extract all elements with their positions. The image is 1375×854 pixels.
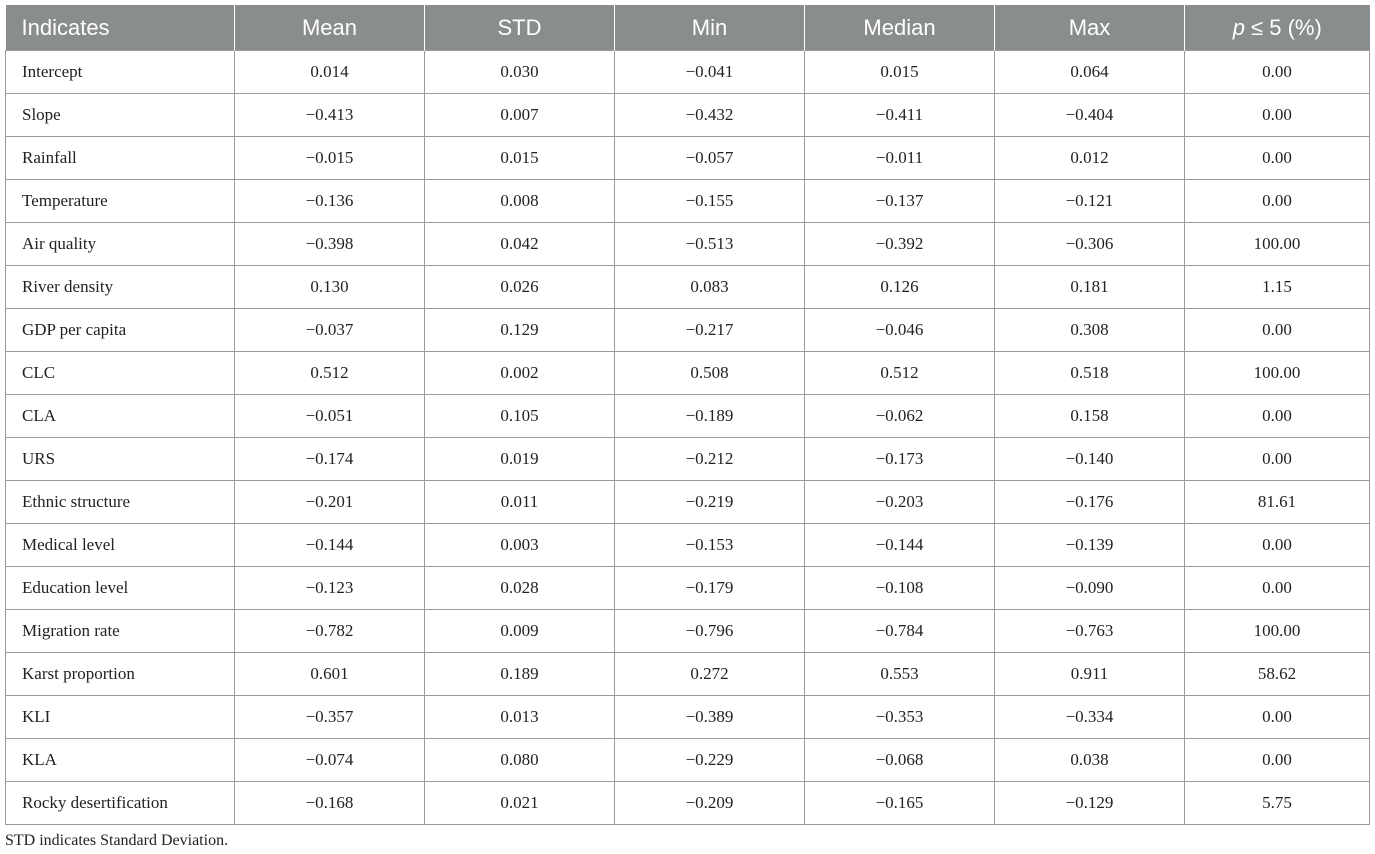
statistics-table-container	[5, 5, 1369, 825]
header-p-value	[1185, 5, 1370, 51]
header-row	[6, 5, 1370, 51]
cell-mean: 0.512	[235, 352, 425, 395]
cell-indicator: Slope	[6, 94, 235, 137]
cell-mean: −0.357	[235, 696, 425, 739]
cell-p-percent: 5.75	[1185, 782, 1370, 825]
cell-std: 0.008	[425, 180, 615, 223]
cell-mean: 0.014	[235, 51, 425, 94]
cell-min: −0.041	[615, 51, 805, 94]
cell-max: 0.012	[995, 137, 1185, 180]
cell-indicator: URS	[6, 438, 235, 481]
table-row	[6, 223, 1370, 266]
cell-p-percent: 0.00	[1185, 51, 1370, 94]
cell-mean: −0.051	[235, 395, 425, 438]
cell-mean: 0.130	[235, 266, 425, 309]
table-row	[6, 696, 1370, 739]
cell-std: 0.026	[425, 266, 615, 309]
table-row	[6, 395, 1370, 438]
table-row	[6, 352, 1370, 395]
table-row	[6, 266, 1370, 309]
cell-indicator: CLC	[6, 352, 235, 395]
cell-mean: −0.413	[235, 94, 425, 137]
cell-indicator: Ethnic structure	[6, 481, 235, 524]
cell-median: −0.046	[805, 309, 995, 352]
cell-max: −0.306	[995, 223, 1185, 266]
statistics-table	[5, 5, 1370, 825]
cell-mean: −0.201	[235, 481, 425, 524]
cell-max: 0.158	[995, 395, 1185, 438]
cell-median: −0.137	[805, 180, 995, 223]
cell-std: 0.013	[425, 696, 615, 739]
cell-min: −0.229	[615, 739, 805, 782]
table-row	[6, 438, 1370, 481]
cell-std: 0.011	[425, 481, 615, 524]
cell-std: 0.019	[425, 438, 615, 481]
cell-p-percent: 0.00	[1185, 438, 1370, 481]
cell-median: −0.068	[805, 739, 995, 782]
cell-indicator: Education level	[6, 567, 235, 610]
cell-indicator: Medical level	[6, 524, 235, 567]
header-std: STD	[425, 5, 615, 51]
cell-min: −0.209	[615, 782, 805, 825]
cell-max: 0.911	[995, 653, 1185, 696]
cell-std: 0.003	[425, 524, 615, 567]
cell-min: 0.508	[615, 352, 805, 395]
cell-indicator: KLI	[6, 696, 235, 739]
table-row	[6, 782, 1370, 825]
table-row	[6, 567, 1370, 610]
cell-median: −0.108	[805, 567, 995, 610]
cell-mean: 0.601	[235, 653, 425, 696]
cell-std: 0.002	[425, 352, 615, 395]
cell-min: −0.389	[615, 696, 805, 739]
cell-p-percent: 81.61	[1185, 481, 1370, 524]
cell-std: 0.042	[425, 223, 615, 266]
cell-mean: −0.168	[235, 782, 425, 825]
table-row	[6, 739, 1370, 782]
cell-min: 0.272	[615, 653, 805, 696]
cell-median: −0.203	[805, 481, 995, 524]
cell-p-percent: 0.00	[1185, 395, 1370, 438]
cell-min: −0.796	[615, 610, 805, 653]
cell-min: −0.513	[615, 223, 805, 266]
table-row	[6, 180, 1370, 223]
cell-std: 0.030	[425, 51, 615, 94]
cell-p-percent: 0.00	[1185, 94, 1370, 137]
table-row	[6, 524, 1370, 567]
cell-std: 0.028	[425, 567, 615, 610]
header-p-symbol: p	[1232, 14, 1245, 40]
cell-std: 0.021	[425, 782, 615, 825]
cell-std: 0.015	[425, 137, 615, 180]
header-max: Max	[995, 5, 1185, 51]
cell-indicator: River density	[6, 266, 235, 309]
cell-min: −0.153	[615, 524, 805, 567]
cell-median: −0.173	[805, 438, 995, 481]
cell-median: −0.011	[805, 137, 995, 180]
cell-indicator: Migration rate	[6, 610, 235, 653]
cell-max: 0.064	[995, 51, 1185, 94]
cell-max: −0.090	[995, 567, 1185, 610]
table-row	[6, 51, 1370, 94]
cell-min: −0.155	[615, 180, 805, 223]
cell-mean: −0.015	[235, 137, 425, 180]
cell-std: 0.009	[425, 610, 615, 653]
cell-min: −0.212	[615, 438, 805, 481]
header-indicates: Indicates	[6, 5, 235, 51]
cell-max: −0.140	[995, 438, 1185, 481]
cell-max: −0.129	[995, 782, 1185, 825]
cell-mean: −0.136	[235, 180, 425, 223]
cell-min: −0.217	[615, 309, 805, 352]
cell-std: 0.105	[425, 395, 615, 438]
cell-median: −0.411	[805, 94, 995, 137]
cell-max: −0.334	[995, 696, 1185, 739]
cell-median: −0.144	[805, 524, 995, 567]
cell-median: 0.126	[805, 266, 995, 309]
table-row	[6, 653, 1370, 696]
cell-p-percent: 0.00	[1185, 696, 1370, 739]
table-row	[6, 137, 1370, 180]
cell-mean: −0.037	[235, 309, 425, 352]
cell-indicator: Karst proportion	[6, 653, 235, 696]
cell-max: 0.181	[995, 266, 1185, 309]
cell-mean: −0.174	[235, 438, 425, 481]
cell-median: −0.062	[805, 395, 995, 438]
cell-indicator: Temperature	[6, 180, 235, 223]
table-row	[6, 94, 1370, 137]
cell-p-percent: 100.00	[1185, 610, 1370, 653]
cell-std: 0.007	[425, 94, 615, 137]
cell-mean: −0.398	[235, 223, 425, 266]
cell-mean: −0.782	[235, 610, 425, 653]
cell-max: −0.404	[995, 94, 1185, 137]
cell-median: 0.015	[805, 51, 995, 94]
table-row	[6, 610, 1370, 653]
cell-indicator: Rocky desertification	[6, 782, 235, 825]
table-body	[6, 51, 1370, 825]
cell-median: 0.553	[805, 653, 995, 696]
cell-min: −0.179	[615, 567, 805, 610]
cell-max: −0.121	[995, 180, 1185, 223]
cell-max: −0.139	[995, 524, 1185, 567]
cell-indicator: KLA	[6, 739, 235, 782]
cell-p-percent: 0.00	[1185, 524, 1370, 567]
cell-max: 0.308	[995, 309, 1185, 352]
cell-p-percent: 100.00	[1185, 352, 1370, 395]
cell-max: −0.176	[995, 481, 1185, 524]
cell-indicator: Intercept	[6, 51, 235, 94]
cell-indicator: Air quality	[6, 223, 235, 266]
cell-min: −0.189	[615, 395, 805, 438]
header-min: Min	[615, 5, 805, 51]
cell-p-percent: 1.15	[1185, 266, 1370, 309]
cell-mean: −0.144	[235, 524, 425, 567]
cell-std: 0.080	[425, 739, 615, 782]
cell-mean: −0.123	[235, 567, 425, 610]
cell-median: −0.392	[805, 223, 995, 266]
cell-min: −0.057	[615, 137, 805, 180]
cell-median: −0.165	[805, 782, 995, 825]
header-median: Median	[805, 5, 995, 51]
cell-median: −0.784	[805, 610, 995, 653]
cell-min: −0.219	[615, 481, 805, 524]
cell-p-percent: 0.00	[1185, 180, 1370, 223]
cell-median: −0.353	[805, 696, 995, 739]
cell-min: 0.083	[615, 266, 805, 309]
table-footnote: STD indicates Standard Deviation.	[5, 832, 229, 849]
cell-indicator: CLA	[6, 395, 235, 438]
cell-max: −0.763	[995, 610, 1185, 653]
cell-min: −0.432	[615, 94, 805, 137]
cell-indicator: Rainfall	[6, 137, 235, 180]
cell-max: 0.038	[995, 739, 1185, 782]
cell-p-percent: 0.00	[1185, 137, 1370, 180]
cell-p-percent: 58.62	[1185, 653, 1370, 696]
cell-std: 0.189	[425, 653, 615, 696]
cell-p-percent: 100.00	[1185, 223, 1370, 266]
table-header	[6, 5, 1370, 51]
table-row	[6, 309, 1370, 352]
cell-median: 0.512	[805, 352, 995, 395]
cell-mean: −0.074	[235, 739, 425, 782]
table-row	[6, 481, 1370, 524]
header-p-rest: ≤ 5 (%)	[1244, 14, 1322, 40]
header-mean: Mean	[235, 5, 425, 51]
cell-p-percent: 0.00	[1185, 567, 1370, 610]
cell-indicator: GDP per capita	[6, 309, 235, 352]
cell-p-percent: 0.00	[1185, 309, 1370, 352]
cell-max: 0.518	[995, 352, 1185, 395]
cell-std: 0.129	[425, 309, 615, 352]
cell-p-percent: 0.00	[1185, 739, 1370, 782]
